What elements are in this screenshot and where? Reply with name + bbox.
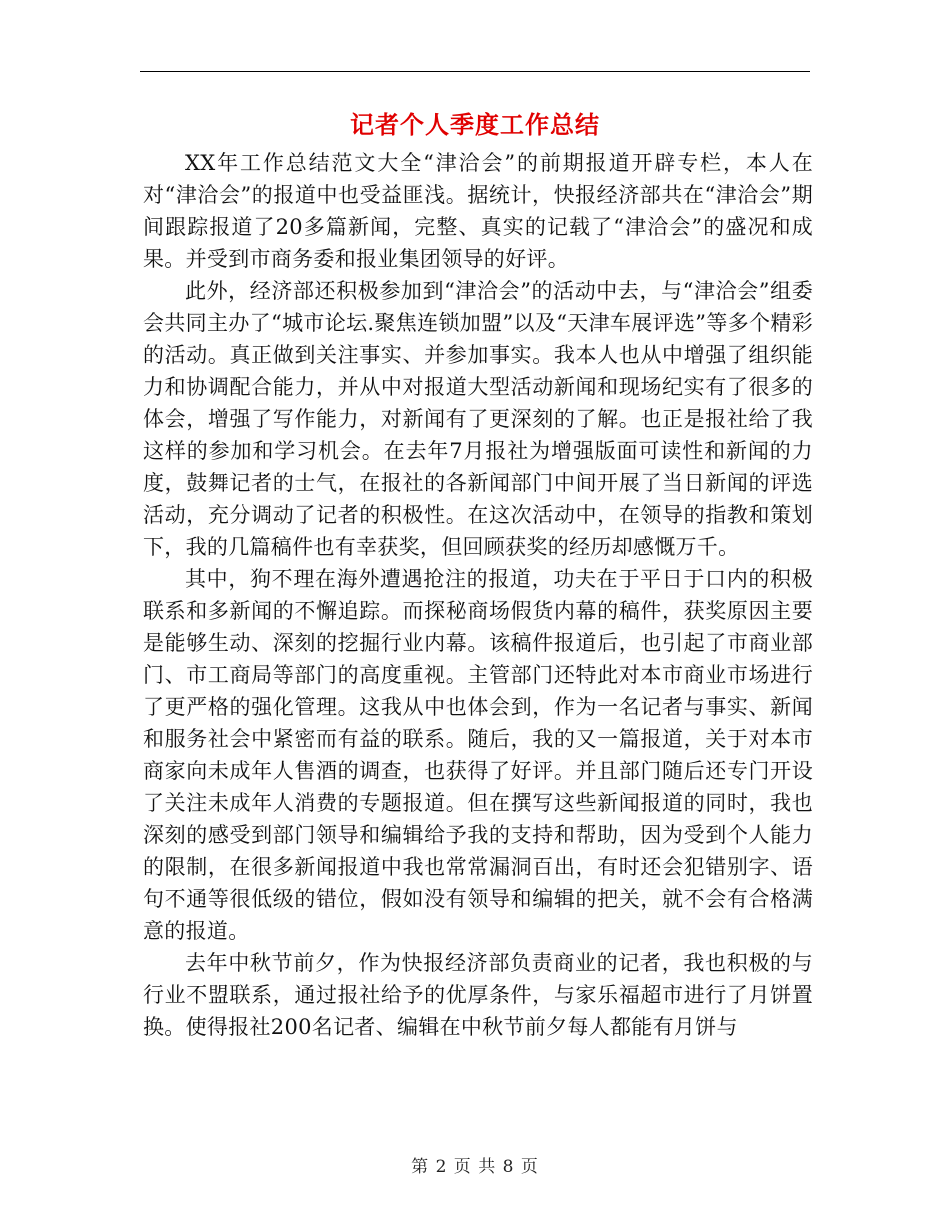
paragraph: 其中，狗不理在海外遭遇抢注的报道，功夫在于平日于口内的积极联系和多新闻的不懈追踪。而探秘商场假货内幕的稿件，获奖原因主要是能够生动、深刻的挖掘行业内幕。该稿件报道后，也引起了市商业部门、市工商局等部门的高度重视。主管部门还特此对本市商业市场进行了更严格的强化管理。这我从中也体会到，作为一名记者与事实、新闻和服务社会中紧密而有益的联系。随后，我的又一篇报道，关于对本市商家向未成年人售酒的调查，也获得了好评。并且部门随后还专门开设了关注未成年人消费的专题报道。但在撰写这些新闻报道的同时，我也深刻的感受到部门领导和编辑给予我的支持和帮助，因为受到个人能力的限制，在很多新闻报道中我也常常漏洞百出，有时还会犯错别字、语句不通等很低级的错位，假如没有领导和编辑的把关，就不会有合格满意的报道。 xyxy=(143,567,813,943)
paragraph: XX年工作总结范文大全“津洽会”的前期报道开辟专栏，本人在对“津洽会”的报道中也受益匪浅。据统计，快报经济部共在“津洽会”期间跟踪报道了20多篇新闻，完整、真实的记载了“津洽会”的盛况和成果。并受到市商务委和报业集团领导的好评。 xyxy=(143,151,813,271)
header-rule xyxy=(140,71,810,72)
document-body xyxy=(143,147,813,1043)
page-number-footer: 第 2 页 共 8 页 xyxy=(411,1157,539,1177)
paragraph: 去年中秋节前夕，作为快报经济部负责商业的记者，我也积极的与行业不盟联系，通过报社给予的优厚条件，与家乐福超市进行了月饼置换。使得报社200名记者、编辑在中秋节前夕每人都能有月饼与 xyxy=(143,951,813,1039)
document-title: 记者个人季度工作总结 xyxy=(350,110,600,139)
paragraph: 此外，经济部还积极参加到“津洽会”的活动中去，与“津洽会”组委会共同主办了“城市论坛.聚焦连锁加盟”以及“天津车展评选”等多个精彩的活动。真正做到关注事实、并参加事实。我本人也从中增强了组织能力和协调配合能力，并从中对报道大型活动新闻和现场纪实有了很多的体会，增强了写作能力，对新闻有了更深刻的了解。也正是报社给了我这样的参加和学习机会。在去年7月报社为增强版面可读性和新闻的力度，鼓舞记者的士气，在报社的各新闻部门中间开展了当日新闻的评选活动，充分调动了记者的积极性。在这次活动中，在领导的指教和策划下，我的几篇稿件也有幸获奖，但回顾获奖的经历却感慨万千。 xyxy=(143,279,813,559)
